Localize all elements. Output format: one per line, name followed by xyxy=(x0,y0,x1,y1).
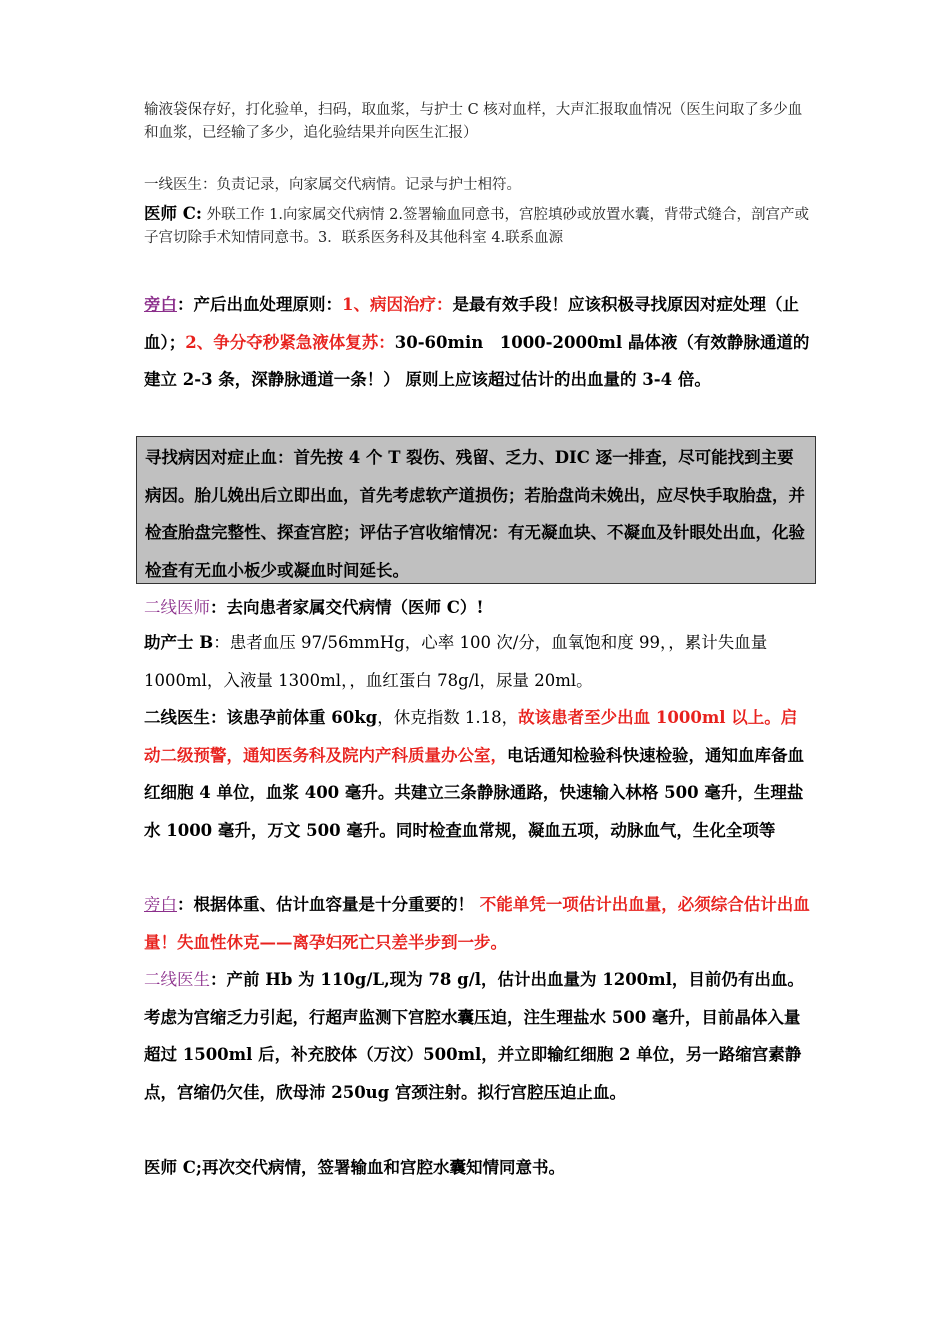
doctor-1-highlight: 故该患者至少出血 1000ml 以上。启动二级预警，通知医务科及院内产科质量办公室， xyxy=(144,708,798,765)
speaker-narration-2: 旁白 xyxy=(144,895,177,914)
paragraph-midwife-b xyxy=(144,624,810,699)
paragraph-second-line-physician xyxy=(144,589,810,627)
doctor-1-text-3: 电话通知检验科快速检验，通知血库备血红细胞 4 单位，血浆 400 毫升。共建立三条静脉通路，快速输入林格 500 毫升，生理盐水 1000 毫升，万文 500 毫升。同时检查血常规，凝血五项，动脉血气，生化全项等 xyxy=(144,745,804,840)
paragraph-doctor-c-again: 医师 C;再次交代病情，签署输血和宫腔水囊知情同意书。 xyxy=(144,1158,565,1177)
paragraph-doctor-c xyxy=(144,202,810,250)
speaker-doctor-c: 医师 C: xyxy=(144,204,202,223)
narration-text-3: 30-60min 1000-2000ml 晶体液（有效静脉通道的建立 2-3 条，深静脉通道一条！） 原则上应该超过估计的出血量的 3-4 倍。 xyxy=(144,332,810,389)
speaker-second-line-doctor-2: 二线医生 xyxy=(144,970,210,989)
paragraph-narration-blood-volume xyxy=(144,886,810,961)
paragraph-narration-principles xyxy=(144,286,810,399)
doctor-1-text-1: ：该患孕前体重 xyxy=(210,708,332,727)
narration-2-text: ：根据体重、估计血容量是十分重要的！ xyxy=(177,895,480,914)
doctor-c-text: 外联工作 1.向家属交代病情 2.签署输血同意书，宫腔填砂或放置水囊，背带式缝合，剖宫产或子宫切除手术知情同意书。3．联系医务科及其他科室 4.联系血源 xyxy=(144,207,809,246)
speaker-second-line-physician: 二线医师 xyxy=(144,598,210,617)
second-line-physician-text: ：去向患者家属交代病情（医师 C）! xyxy=(210,598,484,617)
narration-text-1: ：产后出血处理原则： xyxy=(177,295,342,314)
paragraph-second-line-doctor-2 xyxy=(144,961,810,1111)
midwife-b-text: ：患者血压 97/56mmHg，心率 100 次/分，血氧饱和度 99，，累计失血量 1000ml，入液量 1300ml，，血红蛋白 78g/l，尿量 20ml。 xyxy=(144,633,768,690)
narration-text-2: 是最有效手段！应该积极寻找原因对症处理（止血）； xyxy=(144,295,799,352)
speaker-midwife-b: 助产士 B xyxy=(144,633,214,652)
narration-2-highlight: 不能单凭一项估计出血量，必须综合估计出血量！失血性休克——离孕妇死亡只差半步到一步。 xyxy=(144,895,810,952)
narration-highlight-2: 2、争分夺秒紧急液体复苏： xyxy=(185,332,395,352)
weight-value: 60kg xyxy=(331,708,378,727)
highlight-box xyxy=(136,436,816,584)
doctor-1-text-2: ，休克指数 1.18， xyxy=(377,708,519,727)
highlight-box-text: 寻找病因对症止血：首先按 4 个 T 裂伤、残留、乏力、DIC 逐一排查，尽可能找到主要病因。胎儿娩出后立即出血，首先考虑软产道损伤；若胎盘尚未娩出，应尽快手取胎盘，并检查胎盘完整性、探查宫腔；评估子宫收缩情况：有无凝血块、不凝血及针眼处出血，化验检查有无血小板少或凝血时间延长。 xyxy=(145,448,805,580)
narration-highlight-1: 1、病因治疗： xyxy=(342,295,453,314)
paragraph-blood-collection: 输液袋保存好，打化验单，扫码，取血浆，与护士 C 核对血样，大声汇报取血情况（医生问取了多少血和血浆，已经输了多少，追化验结果并向医生汇报） xyxy=(144,102,803,141)
speaker-second-line-doctor-1: 二线医生 xyxy=(144,708,210,727)
doctor-2-text: ：产前 Hb 为 110g/L,现为 78 g/l，估计出血量为 1200ml，目前仍有出血。考虑为宫缩乏力引起，行超声监测下宫腔水囊压迫，注生理盐水 500 毫升，目前晶体入量超过 1500ml 后，补充胶体（万汶）500ml，并立即输红细胞 2 单位，另一路缩宫素静点，宫缩仍欠佳，欣母沛 250ug 宫颈注射。拟行宫腔压迫止血。 xyxy=(144,970,804,1102)
paragraph-first-line-doctor: 一线医生：负责记录，向家属交代病情。记录与护士相符。 xyxy=(144,177,521,193)
speaker-narration: 旁白 xyxy=(144,295,177,314)
paragraph-second-line-doctor-1 xyxy=(144,699,810,849)
